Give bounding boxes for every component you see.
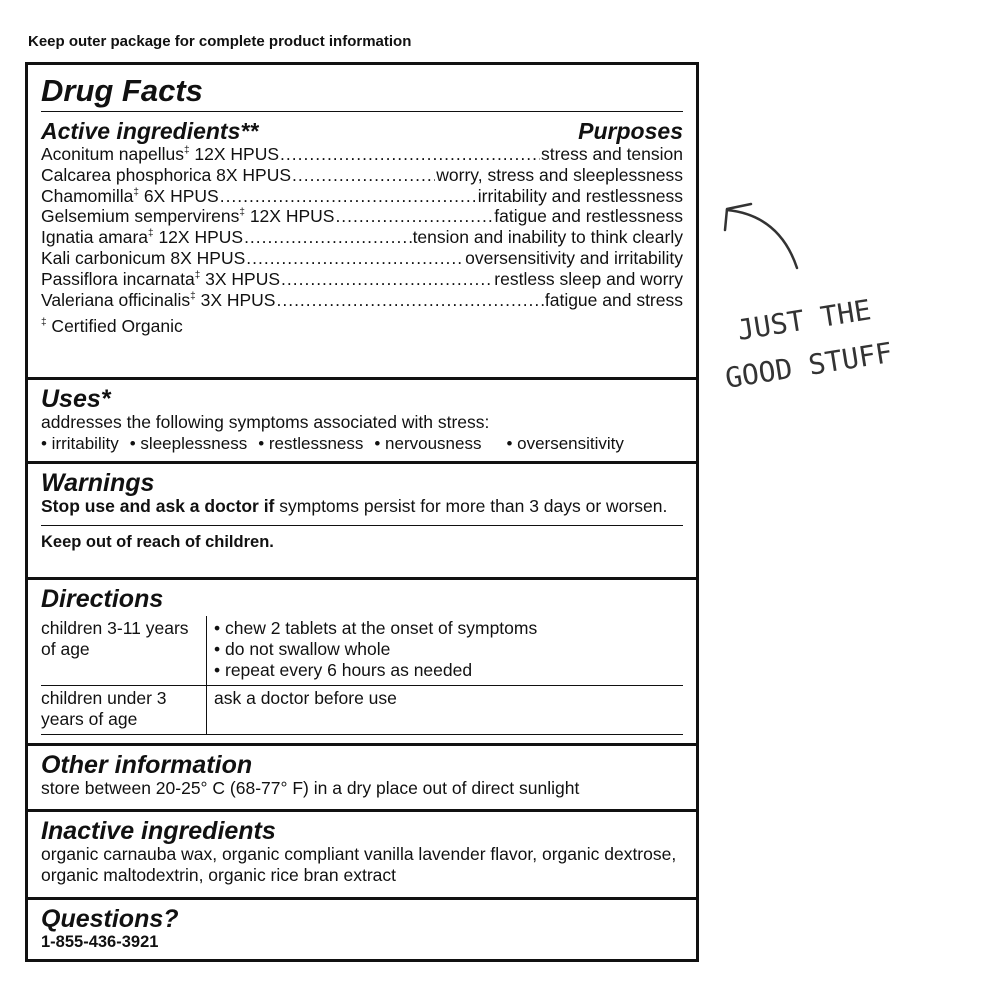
leader-dots: [281, 269, 493, 290]
ingredient-row: [41, 165, 683, 186]
ingredient-purpose: fatigue and stress: [544, 289, 683, 310]
ingredient-potency: 3X HPUS: [195, 289, 276, 310]
directions-table: [41, 616, 683, 735]
active-ingredients-header: [41, 118, 683, 144]
active-ingredients-section: [28, 65, 696, 377]
ingredient-row: [41, 248, 683, 269]
other-information-section: [28, 743, 696, 809]
other-information-heading: Other information: [41, 751, 253, 779]
organic-mark: ‡: [184, 145, 190, 156]
ingredient-row: [41, 186, 683, 207]
leader-dots: [335, 206, 493, 227]
active-ingredients-heading: Active ingredients**: [41, 118, 259, 144]
uses-text: addresses the following symptoms associated with stress:: [41, 412, 490, 432]
list-item: • irritability: [41, 434, 119, 453]
stop-use-bold: Stop use and ask a doctor if: [41, 496, 275, 516]
ingredient-potency: 8X HPUS: [165, 247, 246, 268]
annotation-line-1: JUST THE: [734, 293, 874, 347]
table-row: [41, 685, 683, 734]
leader-dots: [292, 165, 435, 186]
ingredient-name: Ignatia amara: [41, 227, 149, 248]
organic-mark: ‡: [194, 269, 201, 281]
footnote-text: Certified Organic: [46, 316, 183, 337]
ingredient-name: Passiflora incarnata: [41, 268, 195, 289]
list-item: • chew 2 tablets at the onset of symptoms: [214, 618, 538, 638]
package-note: Keep outer package for complete product information: [28, 33, 412, 50]
leader-dots: [246, 248, 464, 269]
ingredient-purpose: fatigue and restlessness: [494, 206, 683, 227]
ingredient-potency: 12X HPUS: [189, 144, 280, 164]
ingredient-row: [41, 290, 683, 311]
list-item: • nervousness: [374, 434, 482, 453]
list-item: • oversensitivity: [506, 434, 624, 453]
ingredient-purpose: oversensitivity and irritability: [465, 247, 683, 268]
list-item: • restlessness: [258, 434, 364, 453]
ingredient-purpose: stress and tension: [540, 144, 683, 164]
stop-use-text: symptoms persist for more than 3 days or worsen.: [274, 496, 668, 516]
annotation-line-2: GOOD STUFF: [722, 335, 895, 395]
organic-mark: ‡: [133, 186, 139, 198]
other-information-text: store between 20-25° C (68-77° F) in a dry place out of direct sunlight: [41, 778, 580, 798]
ingredient-purpose: irritability and restlessness: [477, 185, 683, 206]
ingredient-name: Aconitum napellus: [41, 144, 184, 164]
ingredient-name: Valeriana officinalis: [41, 289, 191, 310]
list-item: • repeat every 6 hours as needed: [214, 660, 473, 680]
ingredient-potency: 12X HPUS: [244, 206, 335, 227]
inactive-ingredients-text: organic carnauba wax, organic compliant vanilla lavender flavor, organic dextrose, organic maltodextrin, organic rice bran extract: [41, 844, 677, 885]
uses-bullets: [41, 433, 683, 454]
questions-heading: Questions?: [41, 905, 179, 933]
ingredient-row: [41, 227, 683, 248]
ingredient-name: Chamomilla: [41, 185, 134, 206]
list-item: • do not swallow whole: [214, 639, 391, 659]
curved-arrow-icon: [727, 210, 797, 268]
inactive-ingredients-section: [28, 809, 696, 897]
phone-number: 1-855-436-3921: [41, 933, 159, 951]
ingredient-name: Calcarea phosphorica: [41, 164, 212, 185]
leader-dots: [280, 144, 540, 165]
table-row: [41, 616, 683, 685]
ingredient-purpose: worry, stress and sleeplessness: [436, 164, 683, 185]
warnings-stop-use: [41, 496, 683, 517]
drug-facts-panel: [25, 62, 699, 962]
warnings-heading: Warnings: [41, 469, 155, 497]
warnings-section: [28, 461, 696, 577]
ingredient-purpose: tension and inability to think clearly: [412, 227, 683, 248]
organic-footnote: [41, 316, 683, 337]
age-group-cell: children 3-11 years of age: [41, 616, 207, 685]
leader-dots: [244, 227, 412, 248]
directions-section: [28, 577, 696, 743]
uses-heading: Uses*: [41, 385, 111, 413]
inactive-ingredients-heading: Inactive ingredients: [41, 817, 276, 845]
ingredient-row: [41, 269, 683, 290]
directions-heading: Directions: [41, 585, 164, 613]
arrow-head-icon: [725, 204, 751, 230]
ingredient-row: [41, 144, 683, 165]
organic-mark: ‡: [190, 290, 196, 302]
ingredient-row: [41, 206, 683, 227]
organic-mark: ‡: [239, 207, 245, 219]
ingredient-potency: 8X HPUS: [211, 164, 291, 185]
organic-mark: ‡: [148, 228, 154, 240]
page-title: Drug Facts: [41, 67, 683, 112]
list-item: • sleeplessness: [129, 434, 248, 453]
uses-section: [28, 377, 696, 461]
keep-out-warning: Keep out of reach of children.: [41, 533, 274, 551]
handwritten-annotation: [715, 190, 995, 410]
age-group-cell: children under 3 years of age: [41, 686, 207, 734]
footnote-mark: ‡: [41, 317, 47, 329]
leader-dots: [276, 290, 543, 311]
ingredient-potency: 12X HPUS: [153, 227, 244, 248]
ingredient-potency: 3X HPUS: [200, 268, 281, 289]
purposes-heading: Purposes: [578, 118, 683, 144]
directions-cell: [207, 616, 537, 685]
directions-cell: ask a doctor before use: [214, 688, 397, 708]
divider: [41, 525, 683, 526]
ingredient-name: Gelsemium sempervirens: [41, 206, 240, 227]
leader-dots: [220, 186, 477, 207]
questions-section: [28, 897, 696, 959]
ingredient-name: Kali carbonicum: [41, 247, 166, 268]
ingredient-purpose: restless sleep and worry: [494, 268, 683, 289]
ingredient-potency: 6X HPUS: [138, 185, 219, 206]
